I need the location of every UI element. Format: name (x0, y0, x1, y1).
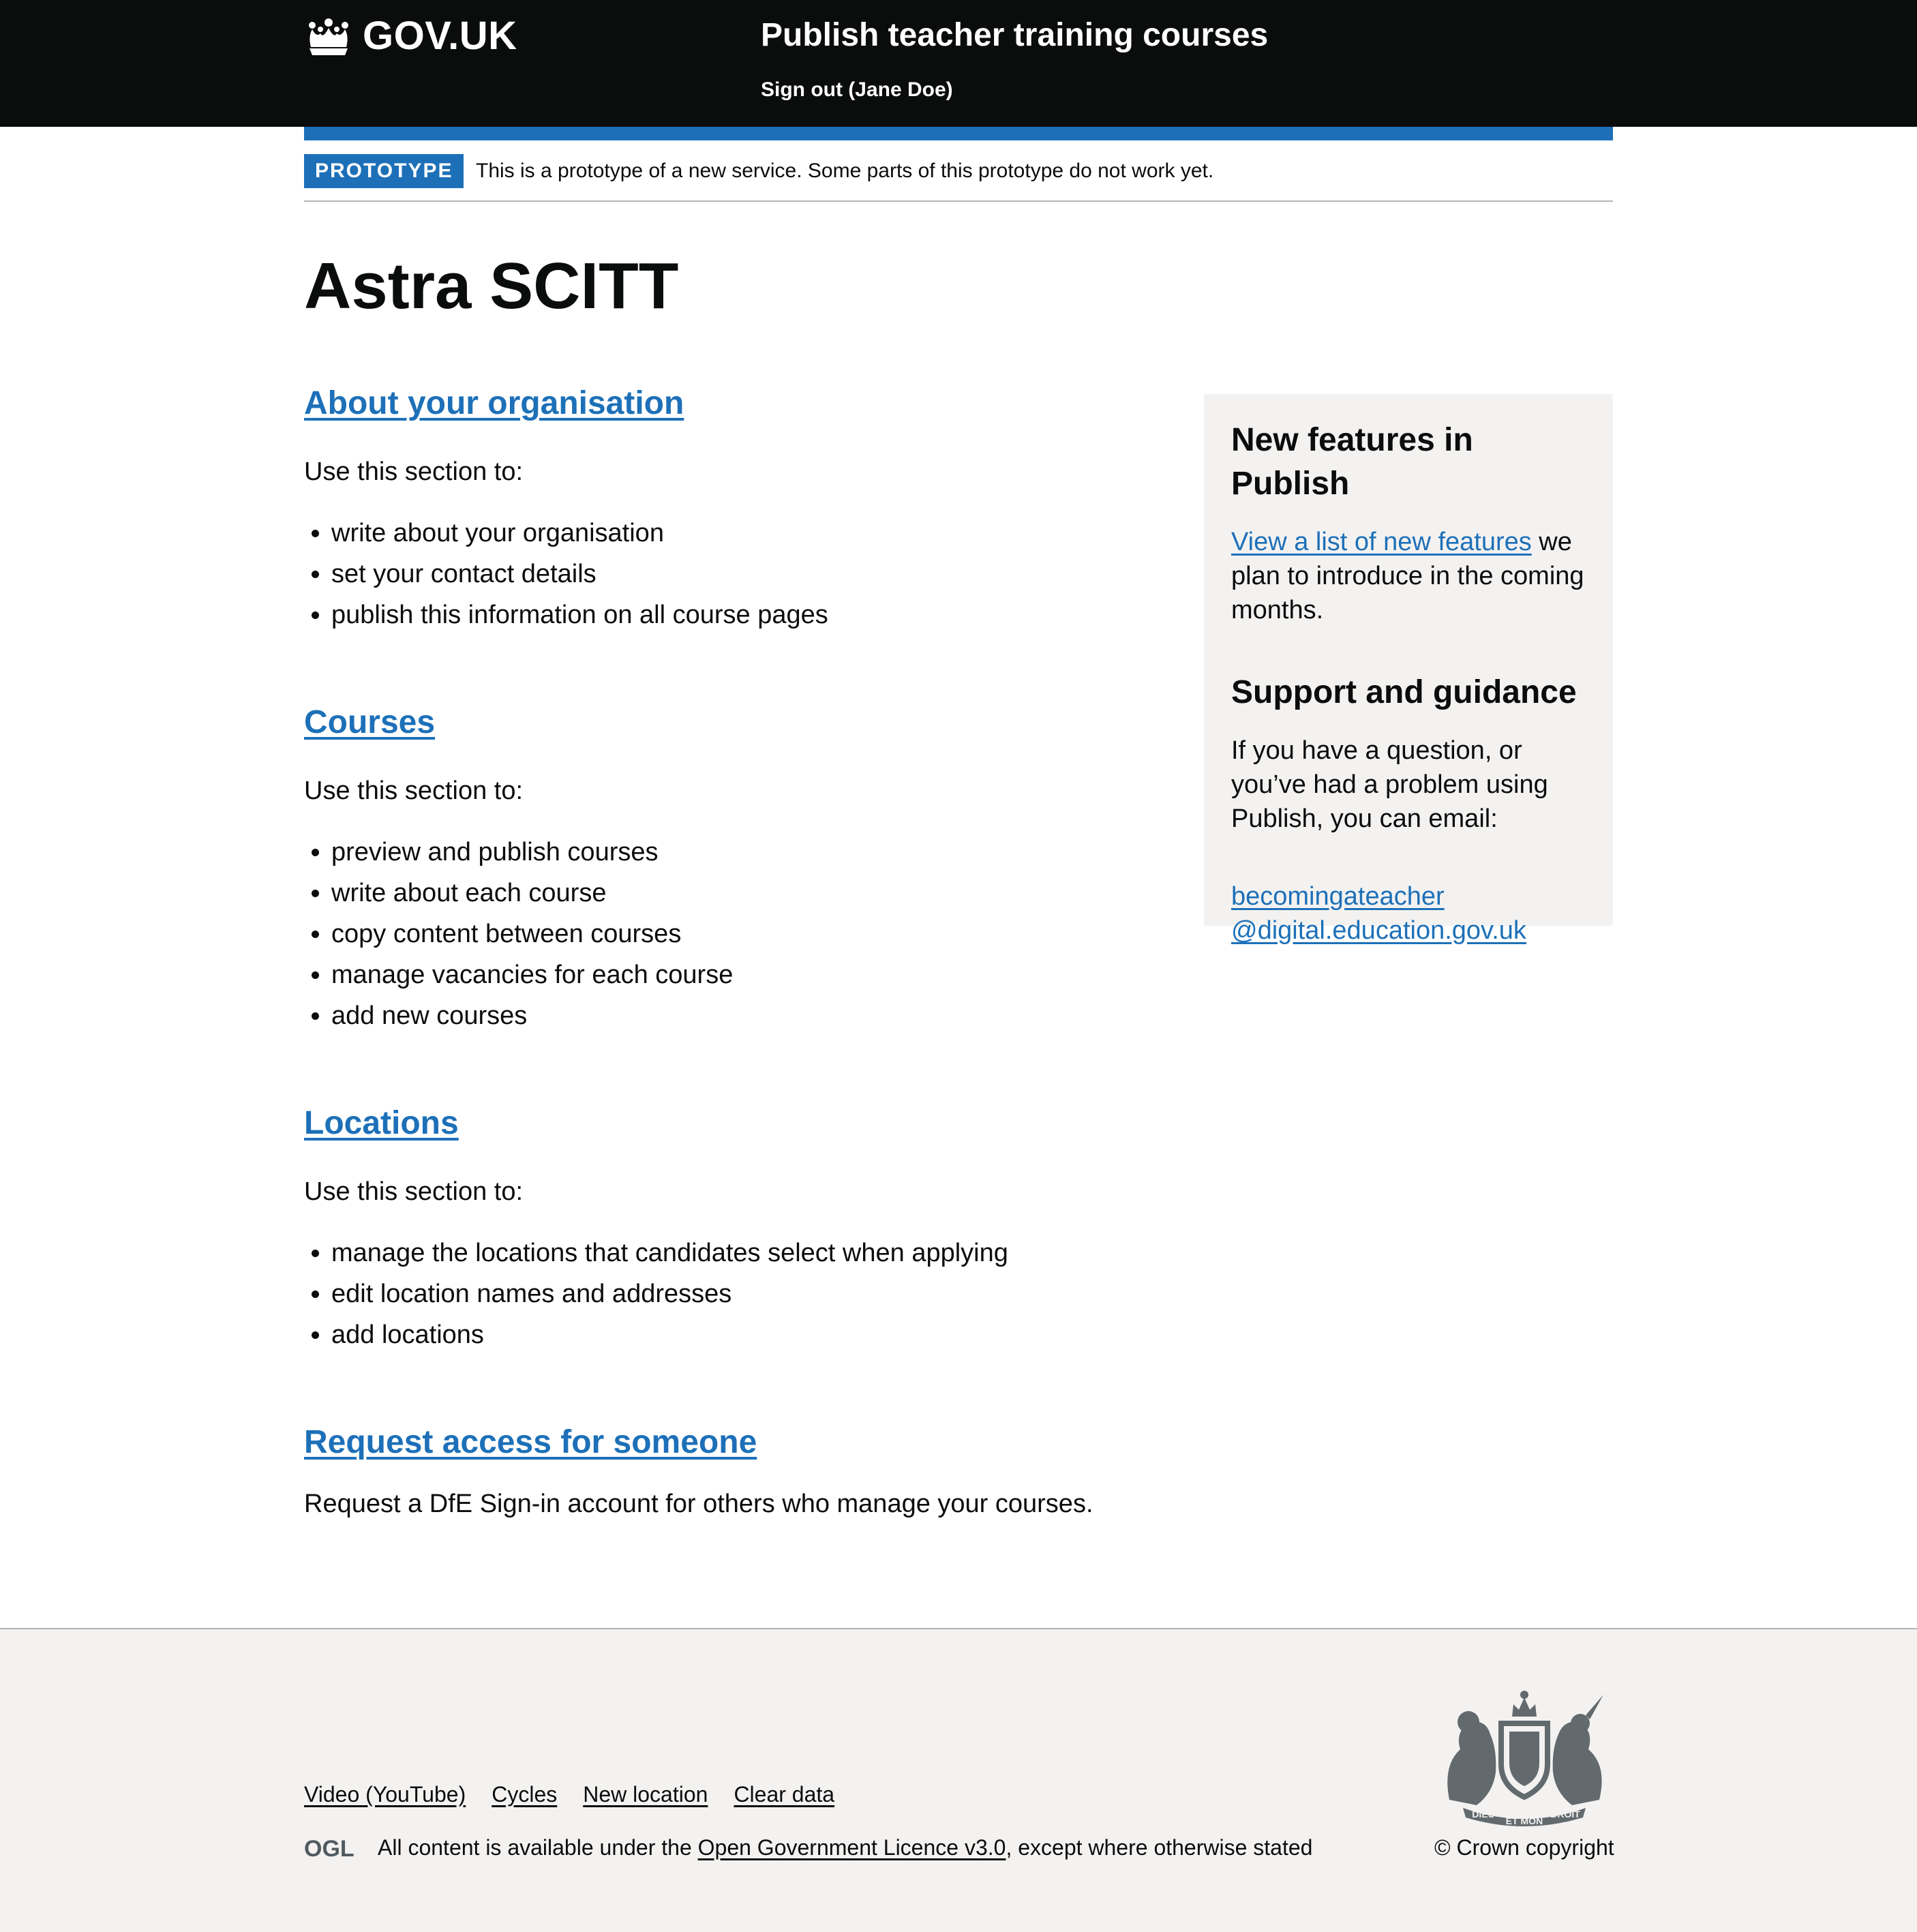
list-item: • manage vacancies for each course (331, 954, 1183, 995)
site-header (0, 0, 1917, 127)
new-features-heading: New features in Publish (1231, 422, 1473, 502)
section-intro: Use this section to: (304, 1177, 524, 1206)
new-features-link[interactable]: View a list of new features (1231, 528, 1532, 556)
list-item: • edit location names and addresses (331, 1273, 1183, 1314)
list-item: • manage the locations that candidates select when applying (331, 1233, 1183, 1273)
support-email-link[interactable] (1231, 882, 1526, 945)
email-user: becomingateacher (1231, 882, 1445, 911)
list-item: • add new courses (331, 995, 1183, 1036)
ogl-logo-icon (304, 1836, 360, 1859)
motto-word: DROIT (1550, 1809, 1580, 1820)
section-courses (304, 701, 1183, 1036)
list-item: • set your contact details (331, 554, 1183, 594)
support-heading: Support and guidance (1231, 674, 1577, 710)
ogl-logo-text: OGL (304, 1836, 354, 1859)
list-item: • write about your organisation (331, 513, 1183, 554)
phase-tag: PROTOTYPE (304, 154, 464, 188)
about-organisation-link[interactable]: About your organisation (304, 385, 684, 421)
phase-banner (304, 140, 1613, 202)
footer-link-cycles[interactable]: Cycles (492, 1782, 558, 1807)
footer-link-clear-data[interactable]: Clear data (734, 1782, 835, 1807)
motto-word: DIEU (1472, 1809, 1495, 1820)
section-request-access (304, 1421, 1183, 1524)
list-item: • add locations (331, 1314, 1183, 1355)
section-text: Request a DfE Sign-in account for others who manage your courses. (304, 1490, 1093, 1518)
list-item: • copy content between courses (331, 914, 1183, 954)
new-features-description: we plan to introduce in the coming months. (1231, 528, 1584, 624)
email-domain: @digital.education.gov.uk (1231, 916, 1526, 945)
section-about-organisation (304, 382, 1183, 635)
licence-link[interactable]: Open Government Licence v3.0 (697, 1835, 1006, 1860)
list-item: • preview and publish courses (331, 832, 1183, 873)
section-list (304, 513, 1183, 635)
list-item: • write about each course (331, 873, 1183, 914)
footer-link-new-location[interactable]: New location (583, 1782, 708, 1807)
courses-link[interactable]: Courses (304, 704, 436, 740)
footer-link-video[interactable]: Video (YouTube) (304, 1782, 466, 1807)
licence-suffix: , except where otherwise stated (1006, 1835, 1313, 1860)
service-name[interactable]: Publish teacher training courses (761, 17, 1269, 53)
header-blue-bar (304, 127, 1613, 140)
licence-row (304, 1832, 1312, 1862)
royal-coat-of-arms-icon (1436, 1684, 1613, 1827)
section-list (304, 832, 1183, 1036)
new-features-text (1231, 525, 1586, 627)
request-access-link[interactable]: Request access for someone (304, 1424, 757, 1460)
main-content (304, 382, 1183, 1590)
site-footer (0, 1628, 1917, 1932)
section-intro: Use this section to: (304, 457, 524, 486)
section-intro: Use this section to: (304, 776, 524, 805)
section-locations (304, 1102, 1183, 1355)
govuk-logo-link[interactable] (304, 12, 517, 60)
support-email (1231, 879, 1586, 948)
phase-banner-text: This is a prototype of a new service. Some parts of this prototype do not work yet. (476, 160, 1214, 182)
logo-text: GOV.UK (363, 14, 517, 58)
licence-prefix: All content is available under the (378, 1835, 692, 1860)
motto-word: ET MON (1505, 1815, 1543, 1826)
support-text: If you have a question, or you’ve had a problem using Publish, you can email: (1231, 736, 1548, 833)
page-title: Astra SCITT (304, 250, 679, 322)
locations-link[interactable]: Locations (304, 1105, 459, 1141)
footer-links (304, 1779, 834, 1809)
crown-copyright: © Crown copyright (1434, 1835, 1614, 1860)
crown-icon (304, 16, 353, 57)
sign-out-link[interactable]: Sign out (Jane Doe) (761, 78, 953, 101)
section-list (304, 1233, 1183, 1355)
sidebar (1204, 394, 1613, 945)
list-item: • publish this information on all course pages (331, 594, 1183, 635)
